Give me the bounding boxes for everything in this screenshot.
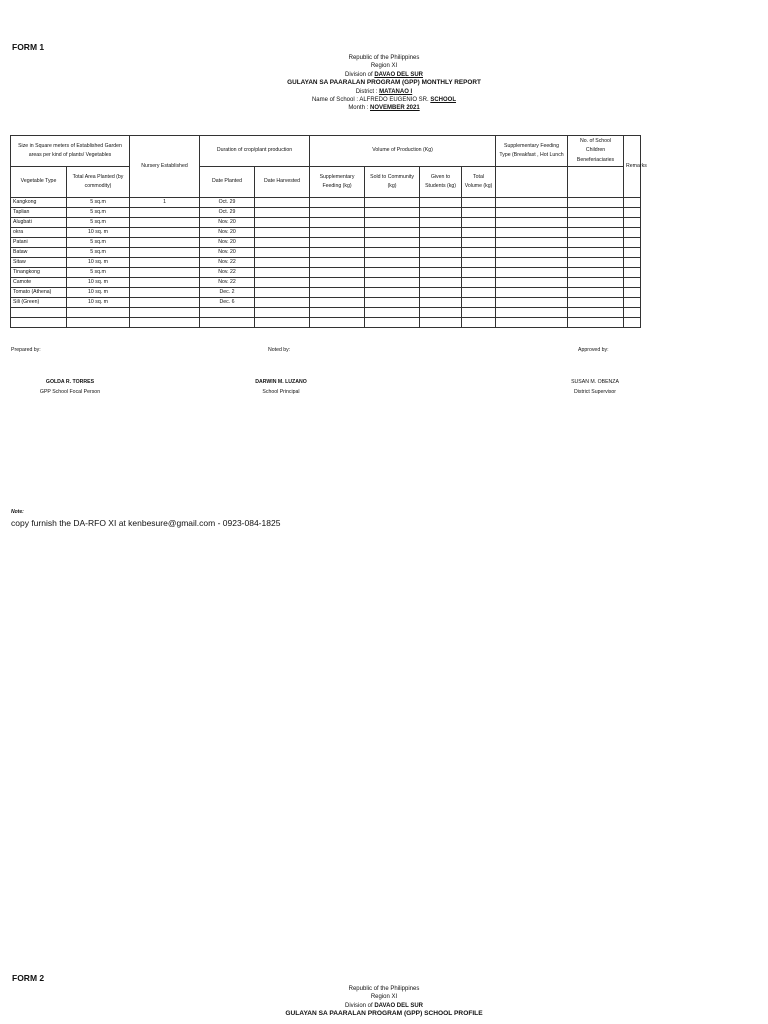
cell-given	[420, 268, 462, 278]
table-header-row-2	[11, 167, 641, 198]
cell-supplementary	[310, 198, 365, 208]
cell-given	[420, 238, 462, 248]
cell-given	[420, 228, 462, 238]
cell-nursery	[130, 298, 200, 308]
form2-region-line: Region XI	[370, 994, 398, 1001]
school-suffix: SCHOOL	[430, 97, 457, 104]
form1-label: FORM 1	[12, 42, 45, 52]
cell-date-planted: Nov. 22	[200, 258, 255, 268]
cell-children	[568, 228, 624, 238]
cell-supplementary	[310, 218, 365, 228]
cell-sold	[365, 208, 420, 218]
cell-supplementary	[310, 238, 365, 248]
cell-date-harvested	[255, 298, 310, 308]
cell-feeding-type	[496, 208, 568, 218]
cell-date-planted: Nov. 20	[200, 238, 255, 248]
cell-given	[420, 308, 462, 318]
cell-remarks	[624, 298, 641, 308]
cell-children	[568, 218, 624, 228]
cell-sold	[365, 228, 420, 238]
table-row	[11, 228, 641, 238]
cell-vegetable-type	[11, 308, 67, 318]
header-total-area: Total Area Planted (by commodity)	[67, 167, 130, 198]
form2-title: GULAYAN SA PAARALAN PROGRAM (GPP) SCHOOL PROFILE	[285, 1010, 483, 1018]
cell-sold	[365, 268, 420, 278]
prepared-signatory	[0, 377, 145, 397]
cell-total-area: 10 sq. m	[67, 278, 130, 288]
cell-nursery	[130, 238, 200, 248]
header-date-harvested: Date Harvested	[255, 167, 310, 198]
school-line	[0, 96, 768, 104]
cell-supplementary	[310, 208, 365, 218]
table-row	[11, 218, 641, 228]
table-row	[11, 198, 641, 208]
cell-date-harvested	[255, 248, 310, 258]
cell-remarks	[624, 208, 641, 218]
school-prefix: Name of School : ALFREDO EUGENIO SR.	[311, 97, 431, 104]
form2-header	[0, 985, 768, 1019]
prepared-name: GOLDA R. TORRES	[45, 379, 95, 385]
form2-division-line	[0, 1002, 768, 1010]
month-prefix: Month :	[348, 105, 370, 112]
table-row	[11, 258, 641, 268]
cell-remarks	[624, 218, 641, 228]
cell-total-volume	[462, 298, 496, 308]
district-value: MATANAO I	[379, 88, 413, 95]
cell-nursery	[130, 268, 200, 278]
cell-children	[568, 208, 624, 218]
cell-feeding-type	[496, 238, 568, 248]
cell-remarks	[624, 288, 641, 298]
cell-remarks	[624, 268, 641, 278]
district-prefix: District :	[355, 88, 380, 95]
cell-date-harvested	[255, 278, 310, 288]
header-children: No. of School Children Beneferiaciaries	[568, 136, 624, 167]
header-nursery: Nursery Established	[130, 136, 200, 198]
header-given: Given to Students (kg)	[420, 167, 462, 198]
cell-total-volume	[462, 288, 496, 298]
cell-date-planted	[200, 308, 255, 318]
cell-supplementary	[310, 318, 365, 328]
division-line	[0, 71, 768, 79]
cell-date-planted: Nov. 22	[200, 278, 255, 288]
cell-feeding-type	[496, 228, 568, 238]
cell-sold	[365, 248, 420, 258]
cell-total-area: 5 sq.m	[67, 238, 130, 248]
district-line	[0, 88, 768, 96]
header-total-volume: Total Volume (kg)	[462, 167, 496, 198]
cell-total-area: 5 sq.m	[67, 268, 130, 278]
cell-total-volume	[462, 308, 496, 318]
table-header-row-1	[11, 136, 641, 167]
cell-date-harvested	[255, 318, 310, 328]
cell-supplementary	[310, 248, 365, 258]
cell-given	[420, 248, 462, 258]
cell-children	[568, 268, 624, 278]
cell-supplementary	[310, 308, 365, 318]
form2-division-prefix: Division of	[344, 1002, 375, 1009]
noted-title: School Principal	[262, 389, 300, 395]
cell-sold	[365, 198, 420, 208]
cell-remarks	[624, 238, 641, 248]
form2-label: FORM 2	[12, 973, 45, 983]
cell-date-harvested	[255, 228, 310, 238]
cell-remarks	[624, 278, 641, 288]
approved-signatory	[520, 377, 670, 397]
cell-total-volume	[462, 258, 496, 268]
cell-total-area: 5 sq.m	[67, 208, 130, 218]
header-supplementary: Supplementary Feeding (kg)	[310, 167, 365, 198]
cell-date-planted	[200, 318, 255, 328]
cell-date-harvested	[255, 218, 310, 228]
cell-feeding-type	[496, 278, 568, 288]
table-row	[11, 268, 641, 278]
region-line: Region XI	[370, 63, 398, 70]
cell-nursery: 1	[130, 198, 200, 208]
cell-total-area: 10 sq. m	[67, 258, 130, 268]
cell-total-volume	[462, 248, 496, 258]
cell-vegetable-type: Kangkong	[11, 198, 67, 208]
noted-by-label: Noted by:	[268, 347, 291, 353]
cell-remarks	[624, 258, 641, 268]
cell-feeding-type	[496, 268, 568, 278]
cell-supplementary	[310, 288, 365, 298]
cell-total-volume	[462, 278, 496, 288]
cell-feeding-type	[496, 288, 568, 298]
cell-given	[420, 258, 462, 268]
cell-nursery	[130, 208, 200, 218]
approved-by-label: Approved by:	[578, 347, 609, 353]
cell-nursery	[130, 318, 200, 328]
header-vegetable-type: Vegetable Type	[11, 167, 67, 198]
cell-sold	[365, 308, 420, 318]
cell-total-volume	[462, 318, 496, 328]
approved-name: SUSAN M. OBENZA	[571, 379, 619, 385]
cell-children	[568, 238, 624, 248]
republic-line: Republic of the Philippines	[348, 55, 420, 61]
table-row	[11, 288, 641, 298]
cell-supplementary	[310, 268, 365, 278]
cell-total-volume	[462, 268, 496, 278]
cell-nursery	[130, 228, 200, 238]
cell-nursery	[130, 218, 200, 228]
noted-name: DARWIN M. LUZANO	[255, 379, 307, 385]
cell-date-planted: Nov. 20	[200, 228, 255, 238]
cell-date-harvested	[255, 268, 310, 278]
cell-children	[568, 198, 624, 208]
cell-supplementary	[310, 258, 365, 268]
cell-given	[420, 218, 462, 228]
cell-date-planted: Dec. 6	[200, 298, 255, 308]
cell-children	[568, 318, 624, 328]
cell-sold	[365, 288, 420, 298]
cell-total-area: 10 sq. m	[67, 288, 130, 298]
header-date-planted: Date Planted	[200, 167, 255, 198]
table-row	[11, 248, 641, 258]
cell-children	[568, 258, 624, 268]
table-row	[11, 238, 641, 248]
cell-sold	[365, 258, 420, 268]
cell-vegetable-type: okra	[11, 228, 67, 238]
cell-date-planted: Nov. 22	[200, 268, 255, 278]
cell-remarks	[624, 308, 641, 318]
cell-remarks	[624, 248, 641, 258]
monthly-report-table	[10, 135, 647, 328]
cell-feeding-type	[496, 218, 568, 228]
cell-total-area: 5 sq.m	[67, 198, 130, 208]
cell-vegetable-type: Bataw	[11, 248, 67, 258]
cell-total-area: 5 sq.m	[67, 248, 130, 258]
cell-vegetable-type: Taplian	[11, 208, 67, 218]
cell-vegetable-type: Sitaw	[11, 258, 67, 268]
month-value: NOVEMBER 2021	[370, 105, 420, 112]
cell-date-harvested	[255, 308, 310, 318]
cell-total-area	[67, 318, 130, 328]
header-feeding-type: Supplementary Feeding Type (Breakfast , Hot Lunch	[496, 136, 568, 167]
table-body	[11, 198, 641, 328]
prepared-title: GPP School Focal Person	[39, 389, 101, 395]
header-feeding-blank	[496, 167, 568, 198]
form2-division-value: DAVAO DEL SUR	[374, 1002, 423, 1009]
cell-supplementary	[310, 278, 365, 288]
cell-date-harvested	[255, 198, 310, 208]
cell-total-area	[67, 308, 130, 318]
form2-republic-line: Republic of the Philippines	[348, 986, 420, 992]
cell-sold	[365, 218, 420, 228]
cell-nursery	[130, 248, 200, 258]
cell-given	[420, 298, 462, 308]
cell-vegetable-type: Patani	[11, 238, 67, 248]
header-children-blank	[568, 167, 624, 198]
cell-date-planted: Nov. 20	[200, 248, 255, 258]
cell-feeding-type	[496, 308, 568, 318]
division-prefix: Division of	[344, 71, 375, 78]
cell-children	[568, 288, 624, 298]
table-row	[11, 298, 641, 308]
header-size: Size in Square meters of Established Garden areas per kind of plants/ Vegetables	[11, 136, 130, 167]
table-row	[11, 208, 641, 218]
cell-feeding-type	[496, 298, 568, 308]
cell-total-volume	[462, 218, 496, 228]
cell-date-planted: Oct. 29	[200, 208, 255, 218]
cell-supplementary	[310, 228, 365, 238]
cell-given	[420, 198, 462, 208]
cell-vegetable-type: Tomato (Athena)	[11, 288, 67, 298]
table-row	[11, 278, 641, 288]
cell-total-area: 10 sq. m	[67, 228, 130, 238]
cell-sold	[365, 318, 420, 328]
cell-given	[420, 278, 462, 288]
cell-total-volume	[462, 198, 496, 208]
division-value: DAVAO DEL SUR	[374, 71, 423, 78]
table-row	[11, 308, 641, 318]
cell-date-harvested	[255, 288, 310, 298]
month-line	[0, 104, 768, 112]
cell-total-volume	[462, 208, 496, 218]
cell-date-harvested	[255, 258, 310, 268]
cell-remarks	[624, 228, 641, 238]
cell-children	[568, 298, 624, 308]
cell-nursery	[130, 278, 200, 288]
cell-children	[568, 248, 624, 258]
cell-vegetable-type: Alugbati	[11, 218, 67, 228]
cell-sold	[365, 278, 420, 288]
cell-children	[568, 308, 624, 318]
header-sold: Sold to Community (kg)	[365, 167, 420, 198]
cell-date-planted: Dec. 2	[200, 288, 255, 298]
form1-header	[0, 54, 768, 113]
cell-sold	[365, 298, 420, 308]
cell-date-harvested	[255, 208, 310, 218]
cell-sold	[365, 238, 420, 248]
copy-furnish-text: copy furnish the DA-RFO XI at kenbesure@gmail.com - 0923-084-1825	[11, 518, 281, 528]
cell-given	[420, 318, 462, 328]
cell-total-area: 5 sq.m	[67, 218, 130, 228]
cell-date-planted: Oct. 29	[200, 198, 255, 208]
header-remarks: Remarks	[624, 136, 641, 198]
cell-nursery	[130, 308, 200, 318]
cell-feeding-type	[496, 248, 568, 258]
cell-date-harvested	[255, 238, 310, 248]
cell-supplementary	[310, 298, 365, 308]
cell-vegetable-type: Tinangkong	[11, 268, 67, 278]
cell-total-volume	[462, 228, 496, 238]
noted-signatory	[206, 377, 356, 397]
cell-given	[420, 208, 462, 218]
cell-nursery	[130, 288, 200, 298]
cell-feeding-type	[496, 258, 568, 268]
cell-nursery	[130, 258, 200, 268]
cell-given	[420, 288, 462, 298]
cell-feeding-type	[496, 318, 568, 328]
cell-children	[568, 278, 624, 288]
approved-title: District Supervisor	[573, 389, 617, 395]
cell-total-volume	[462, 238, 496, 248]
header-duration: Duration of crop/plant production	[200, 136, 310, 167]
cell-total-area: 10 sq. m	[67, 298, 130, 308]
cell-date-planted: Nov. 20	[200, 218, 255, 228]
cell-vegetable-type: Sili (Green)	[11, 298, 67, 308]
prepared-by-label: Prepared by:	[11, 347, 41, 353]
cell-vegetable-type: Camote	[11, 278, 67, 288]
table-row	[11, 318, 641, 328]
report-title: GULAYAN SA PAARALAN PROGRAM (GPP) MONTHLY REPORT	[287, 79, 481, 87]
header-volume: Volume of Production (Kg)	[310, 136, 496, 167]
cell-vegetable-type	[11, 318, 67, 328]
cell-remarks	[624, 198, 641, 208]
note-label: Note:	[11, 509, 24, 515]
cell-feeding-type	[496, 198, 568, 208]
cell-remarks	[624, 318, 641, 328]
